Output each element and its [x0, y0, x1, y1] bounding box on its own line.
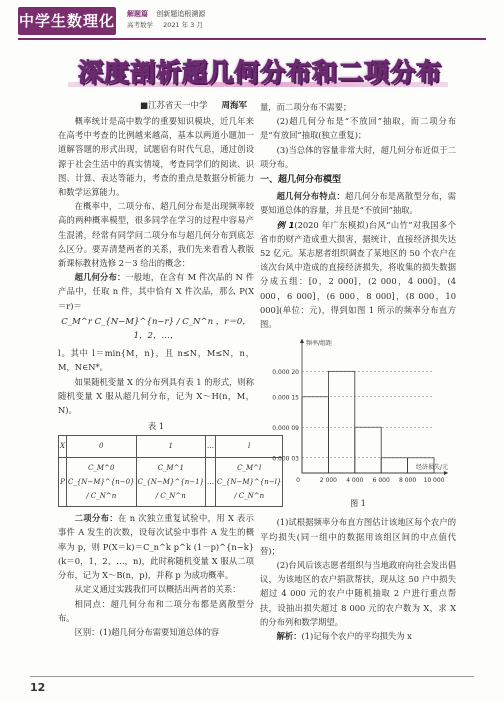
solution-text: (1)记每个农户的平均损失为 x — [301, 631, 412, 642]
author-name: 周海军 — [221, 101, 248, 111]
issue-date: 2021 年 3 月 — [163, 21, 203, 29]
solution-lead: 解析： — [276, 631, 302, 642]
binomial-lead: 二项分布： — [74, 513, 119, 524]
article-title: 深度剖析超几何分布和二项分布 — [77, 58, 442, 87]
binomial-definition — [58, 511, 254, 582]
edition-label — [127, 20, 211, 29]
example-text: (2020 年广东模拟)台风“山竹”对我国多个省市的财产造成重大损害，据统计，直接经济损失达 52 亿元。某志愿者组织调查了某地区的 50 个农户在该次台风中造成的直接经济损失，将收集的损失数据分成五组：[0，2 000]，(2 000，4 000]，(4 000，6 000]，(6 000，8 000]，(8 000，10 000](单位：元)，得到如图 1 所示的频率分布直方图。 — [260, 219, 456, 330]
intro-paragraph-1: 概率统计是高中数学的重要知识模块，近几年来在高考中考查的比例越来越高，基本以两道小题加一道解答题的形式出现，试题宿有时代气息，通过创设源于社会生活中的真实情境，考查同学们的阅读、识图、计算、表达等能力，考查的重点是数据分析能力和数学运算能力。 — [58, 116, 254, 198]
right-column — [260, 100, 456, 643]
table-row — [59, 457, 283, 507]
x-tick-label: 4 000 — [346, 477, 364, 485]
example-paragraph — [260, 218, 456, 332]
difference-point-3: (3)当总体的容量非常大时，超几何分布近似于二项分布。 — [260, 144, 456, 169]
y-axis-label: 频率/组距 — [306, 340, 333, 348]
question-2: (2)台风后该志愿者组织与当地政府向社会发出倡议，为该地区的农户捐款帮扶，现从这 50 户中损失超过 4 000 元的农户中随机抽取 2 户进行重点帮扶，设抽出损失超过 8 000 元的农户数为 X，求 X 的分布列和数学期望。 — [260, 560, 456, 627]
table-caption: 表 1 — [147, 421, 165, 432]
x-tick-label: 0 — [296, 477, 300, 485]
hypergeometric-text: 一般地，在含有 M 件次品的 N 件产品中，任取 n 件，其中恰有 X 件次品，那么 P(X＝r)＝ — [58, 272, 254, 311]
x-tick-label: 2 000 — [319, 477, 337, 485]
table-cell: … — [206, 436, 216, 457]
table-cell: P — [59, 457, 67, 507]
x-tick-label: 8 000 — [399, 477, 417, 485]
table-cell: … — [206, 457, 216, 507]
hypergeometric-lead: 超几何分布： — [74, 272, 126, 283]
intro-paragraph-2: 在概率中，二项分布、超几何分布是出现频率较高的两种概率模型，很多同学在学习的过程中容易产生混淆，经常有同学问二项分布与超几何分布到底怎么区分。要弄清楚两者的关系，我们先来看看人教版新课标教材选修 2－3 给出的概念： — [58, 201, 254, 269]
table-cell: 0 — [66, 436, 136, 457]
y-tick-label: 0.000 20 — [272, 369, 299, 377]
x-axis-arrow — [444, 471, 448, 475]
table-cell: 1 — [136, 436, 206, 457]
binomial-text: 在 n 次独立重复试验中，用 X 表示事件 A 发生的次数，设每次试验中事件 A 发生的概率为 p，则 P(X＝k)＝C_n^k p^k (1－p)^{n−k} (k＝0，1，2，…，n)，此时称随机变量 X 服从二项分布，记为 X～B(n，p)，并称 p 为成功概率。 — [58, 513, 254, 581]
y-axis-arrow — [300, 339, 304, 343]
table-header-row — [59, 436, 283, 457]
x-axis-label: 经济损失/元 — [415, 464, 448, 472]
table-cell: X — [59, 436, 67, 457]
x-tick-label: 10 000 — [423, 477, 445, 485]
table-cell: C_M^0 C_{N−M}^{n−0} / C_N^n — [66, 457, 136, 507]
feature-text: 超几何分布是离散型分布，需要知道总体的容量，并且是“不放回”抽取。 — [260, 191, 456, 216]
feature-lead: 超几何分布特点： — [276, 191, 346, 202]
y-tick-label: 0.000 09 — [272, 425, 299, 432]
left-column — [58, 114, 282, 639]
column-name: 解题篇 — [127, 10, 148, 18]
solution-paragraph — [260, 629, 456, 643]
histogram-bar — [302, 397, 328, 473]
magazine-logo: 中学生数理化 — [18, 7, 116, 35]
hypergeometric-tail: l。其中 l＝min{M，n}，且 n≤N，M≤N，n，M，N∈N*。 — [58, 348, 254, 373]
difference-point-2: (2)超几何分布是“不放回”抽取，而二项分布是“有放回”抽取(独立重复)； — [260, 116, 456, 141]
column-label — [127, 9, 205, 19]
page-number: 12 — [30, 681, 46, 694]
header-rule — [18, 38, 486, 40]
histogram-chart — [260, 335, 456, 495]
x-tick-label: 6 000 — [372, 477, 390, 485]
figure-caption: 图 1 — [350, 499, 366, 509]
histogram-bar — [355, 428, 381, 474]
histogram-svg — [260, 335, 456, 495]
byline — [140, 99, 247, 111]
hypergeometric-formula: C_M^r C_{N−M}^{n−r} / C_N^n ，r＝0，1，2，…， — [61, 316, 251, 342]
section-heading: 一、超几何分布模型 — [260, 175, 342, 186]
question-1: (1)试根据频率分布直方图估计该地区每个农户的平均损失(同一组中的数据用该组区间的中点值代替)； — [260, 517, 456, 556]
distribution-table — [58, 435, 283, 507]
same-paragraph: 相同点：超几何分布和二项分布都是离散型分布。 — [58, 598, 254, 623]
hypergeometric-definition — [58, 270, 254, 313]
footer-rule — [30, 676, 474, 677]
histogram-bar — [381, 458, 407, 473]
difference-paragraph: 区别：(1)超几何分布需要知道总体的容 — [74, 626, 220, 637]
y-tick-label: 0.000 15 — [272, 394, 299, 402]
feature-paragraph — [260, 189, 456, 217]
column-sub: 创新题追根溯源 — [156, 10, 206, 18]
table-cell: l — [216, 436, 283, 457]
edition: 高考数学 — [127, 21, 153, 29]
example-label: 例 1 — [276, 219, 295, 230]
hypergeometric-definition-2: 如果随机变量 X 的分布列具有表 1 的形式，则称随机变量 X 服从超几何分布，记为 X～H(n，M，N)。 — [58, 376, 254, 416]
y-tick-label: 0.000 03 — [272, 455, 299, 463]
continued-paragraph: 量，而二项分布不需要； — [260, 102, 352, 112]
table-cell: C_M^l C_{N−M}^{n−l} / C_N^n — [216, 457, 283, 507]
author-school: ■江苏省天一中学 — [140, 101, 208, 111]
table-cell: C_M^1 C_{N−M}^{n−1} / C_N^n — [136, 457, 206, 507]
relation-paragraph: 从定义通过实践我们可以概括出两者的关系： — [74, 584, 241, 595]
